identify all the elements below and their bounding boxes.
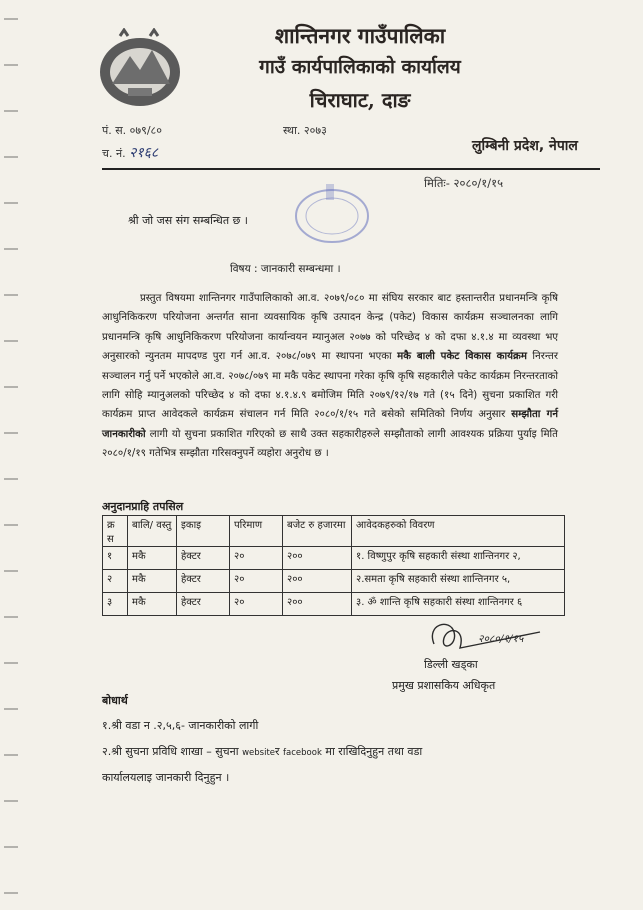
cc-title: बोधार्थ — [102, 694, 128, 707]
table-header-cell: आवेदकहरुको विवरण — [352, 516, 565, 547]
beneficiary-table — [102, 515, 565, 616]
table-cell: २० — [230, 593, 283, 616]
body-paragraph — [102, 289, 558, 464]
letter-date: मितिः- २०८०/१/१५ — [424, 176, 504, 190]
addressee: श्री जो जस संग सम्बन्धित छ । — [128, 214, 248, 227]
cc-line-2-c: र — [275, 745, 284, 758]
table-cell: २०० — [283, 547, 352, 570]
table-cell: हेक्टर — [177, 570, 230, 593]
table-row — [103, 570, 565, 593]
cc-line-3: कार्यालयलाइ जानकारी दिनुहुन । — [102, 771, 230, 784]
table-cell: २०० — [283, 593, 352, 616]
table-header-cell: बजेट रु हजारमा — [283, 516, 352, 547]
established-year: स्था. २०७३ — [283, 124, 327, 137]
table-header-row — [103, 516, 565, 547]
table-row — [103, 547, 565, 570]
table-cell: २.समता कृषि सहकारी संस्था शान्तिनगर ५, — [352, 570, 565, 593]
table-cell: ३ — [103, 593, 128, 616]
cc-line-2-a: २.श्री सुचना प्रविधि शाखा – सुचना — [102, 745, 243, 758]
subject-line: विषय : जानकारी सम्बन्धमा । — [230, 263, 341, 275]
table-cell: हेक्टर — [177, 547, 230, 570]
table-cell: २०० — [283, 570, 352, 593]
office-address: चिराघाट, दाङ — [309, 88, 411, 112]
scan-edge-artifact — [4, 0, 18, 910]
table-cell: मकै — [128, 570, 177, 593]
table-cell: १ — [103, 547, 128, 570]
header-divider — [102, 168, 600, 170]
table-cell: हेक्टर — [177, 593, 230, 616]
table-row — [103, 593, 565, 616]
patra-sankhya: पं. स. ०७९/८० — [102, 124, 162, 137]
province-name: लुम्बिनी प्रदेश, नेपाल — [472, 138, 578, 154]
table-cell: २० — [230, 570, 283, 593]
office-name-line1: शान्तिनगर गाउँपालिका — [274, 23, 446, 48]
table-title: अनुदानप्राहि तपसिल — [102, 500, 184, 513]
nepal-emblem-icon — [90, 28, 190, 112]
table-header-cell: इकाइ — [177, 516, 230, 547]
chalani-number — [102, 143, 158, 162]
body-text-1: प्रस्तुत विषयमा शान्तिनगर गाउँपालिकाको आ.व. २०७९/०८० मा संघिय सरकार बाट हस्तान्तरीत प्रधानमन्त्रि कृषि आधुनिकिकरण परियोजना अन्तर्गत साना व्यवसायिक कृषि उत्पादन केन्द्र (पकेट) विकास कार्यक्रम सञ्चालनका लागि प्रधानमन्त्रि कृषि आधुनिकिकरण परियोजना कार्यान्वयन म्यानुअल २०७७ को परिच्छेद ४ को दफा ४.१.४ मा व्यवस्था भए अनुसारको न्युनतम मापदण्ड पुरा गर्न आ.व. २०७८/०७९ मा स्थापना भएका — [102, 293, 558, 363]
cc-line-2 — [102, 744, 422, 759]
body-text-3: लागी यो सुचना प्रकाशित गरिएको छ साथै उक्त सहकारीहरुले सम्झौताको लागी आवश्यक प्रक्रिया पुर्याइ मिति २०८०/१/१९ गतेभित्र सम्झौता गरिसक्नुपर्ने व्यहोरा अनुरोध छ । — [102, 428, 558, 460]
cc-line-1: १.श्री वडा न .२,५,६- जानकारीको लागी — [102, 719, 259, 732]
table-cell: १. विष्णुपुर कृषि सहकारी संस्था शान्तिनगर २, — [352, 547, 565, 570]
signature-date: २०८०/१/१५ — [478, 633, 524, 645]
chalani-label: च. नं. — [102, 147, 126, 160]
table-cell: मकै — [128, 547, 177, 570]
table-header-cell: क्र स — [103, 516, 128, 547]
table-header-cell: बालि/ वस्तु — [128, 516, 177, 547]
table-cell: २ — [103, 570, 128, 593]
body-bold-2: सम्झौता गर्न जानकारीको — [102, 409, 558, 440]
cc-line-2-e: मा राखिदिनुहुन तथा वडा — [321, 745, 423, 758]
signatory-title: प्रमुख प्रशासकिय अधिकृत — [392, 679, 496, 692]
office-stamp-icon — [288, 182, 376, 246]
table-cell: मकै — [128, 593, 177, 616]
table-header-cell: परिमाण — [230, 516, 283, 547]
table-cell: ३. ॐ शान्ति कृषि सहकारी संस्था शान्तिनगर ६ — [352, 593, 565, 616]
cc-facebook: facebook — [283, 748, 322, 758]
office-name-line2: गाउँ कार्यपालिकाको कार्यालय — [259, 56, 461, 78]
signatory-name: डिल्ली खड्का — [424, 658, 478, 671]
table-cell: २० — [230, 547, 283, 570]
body-text-2: निरन्तर सञ्चालन गर्नु पर्ने भएकोले आ.व. २०७८/०७९ मा मकै पकेट स्थापना गरेका कृषि कृषि सहकारीले पकेट कार्यक्रम निरन्तरताको लागि सोहि म्यानुअलको परिच्छेद ४ को दफा ४.१.४.९ बमोजिम मिति २०७९/१२/१७ गते (१५ दिने) सुचना प्रकाशित गरी कार्यक्रम प्राप्त आवेदकले कार्यक्रम संचालन गर्न मिति २०८०/१/१५ गते बसेको समितिको निर्णय अनुसार — [102, 351, 558, 421]
body-bold-1: मकै बाली पकेट विकास कार्यक्रम — [397, 351, 527, 363]
cc-website: website — [242, 748, 276, 758]
chalani-handwritten: २१६८ — [129, 145, 159, 161]
